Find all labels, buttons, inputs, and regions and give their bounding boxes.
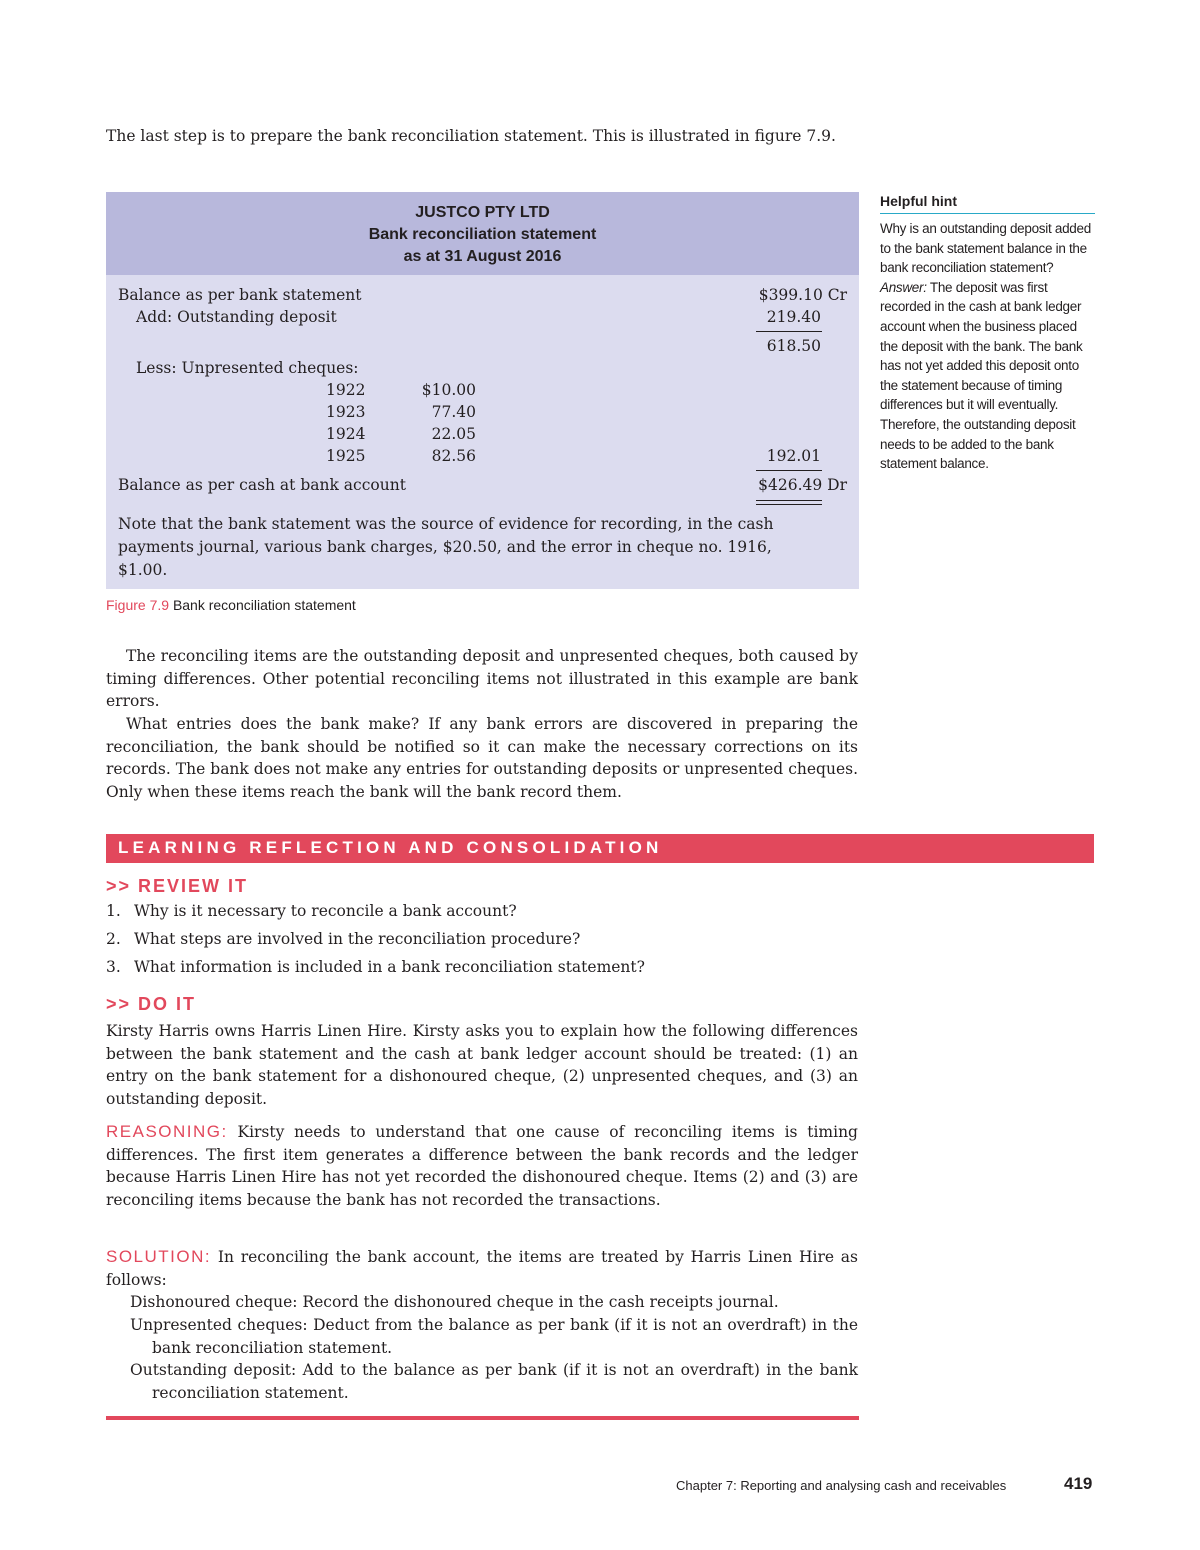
company-name: JUSTCO PTY LTD (415, 204, 550, 221)
body-paragraph: What entries does the bank make? If any bank errors are discovered in preparing the reconciliation, the bank should be notified so it can make the necessary corrections on its records. The bank does not make any entries for outstanding deposits or unpresented cheques. Only when these items reach the bank will the bank record them. (106, 715, 858, 801)
caption-text: Bank reconciliation statement (172, 597, 356, 613)
review-heading: >> REVIEW IT (106, 876, 249, 896)
double-rule-top (756, 500, 822, 501)
review-question (106, 958, 645, 976)
solution-item: Dishonoured cheque: Record the dishonoured cheque in the cash receipts journal. (130, 1293, 779, 1311)
cheque-number: 1922 (326, 381, 366, 399)
question-number: 3. (106, 958, 121, 976)
solution-paragraph (106, 1246, 858, 1291)
learning-banner (106, 834, 1094, 863)
balance-bank-label: Balance as per bank statement (118, 286, 362, 304)
less-label: Less: Unpresented cheques: (136, 359, 359, 377)
review-question (106, 930, 580, 948)
balance-cash-label: Balance as per cash at bank account (118, 476, 406, 494)
question-text: Why is it necessary to reconcile a bank account? (134, 902, 517, 920)
question-number: 1. (106, 902, 121, 920)
question-text: What information is included in a bank reconciliation statement? (134, 958, 645, 976)
figure-header (106, 192, 859, 275)
subtotal-amount: 618.50 (766, 337, 821, 355)
solution-item: Unpresented cheques: Deduct from the balance as per bank (if it is not an overdraft) in the bank reconciliation statement. (130, 1316, 858, 1357)
hint-answer-label: Answer: (880, 279, 927, 295)
cheque-number: 1924 (326, 425, 366, 443)
question-text: What steps are involved in the reconciliation procedure? (134, 930, 581, 948)
less-total-amount: 192.01 (766, 447, 821, 465)
hint-title: Helpful hint (880, 193, 957, 209)
caption-number: Figure 7.9 (106, 597, 170, 613)
add-amount: 219.40 (766, 308, 821, 326)
review-question (106, 902, 517, 920)
balance-bank-amount: $399.10 Cr (758, 286, 847, 304)
statement-date: as at 31 August 2016 (403, 248, 562, 265)
subtotal-rule (756, 331, 822, 332)
cheque-amount: $10.00 (421, 381, 476, 399)
cheque-number: 1923 (326, 403, 366, 421)
solution-label: SOLUTION: (106, 1247, 212, 1266)
section-end-rule (106, 1416, 859, 1420)
reconciliation-figure (106, 192, 859, 589)
doit-heading: >> DO IT (106, 994, 197, 1014)
solution-text: In reconciling the bank account, the items are treated by Harris Linen Hire as follows: (106, 1248, 858, 1289)
figure-caption (106, 597, 356, 613)
hint-answer: The deposit was first recorded in the cash at bank ledger account when the business placed the deposit with the bank. The bank has not yet added this deposit onto the statement because of timing differences but it will eventually. Therefore, the outstanding deposit needs to be added to the bank statement balance. (880, 279, 1083, 472)
reasoning-text: Kirsty needs to understand that one cause of reconciling items is timing differences. The first item generates a difference between the bank records and the ledger because Harris Linen Hire has not yet recorded the dishonoured cheque. Items (2) and (3) are reconciling items because the bank has not recorded the transactions. (106, 1123, 858, 1209)
cheque-amount: 82.56 (431, 447, 476, 465)
cheque-amount: 77.40 (431, 403, 476, 421)
hint-divider (880, 213, 1095, 214)
doit-paragraph: Kirsty Harris owns Harris Linen Hire. Kirsty asks you to explain how the following differences between the bank statement and the cash at bank ledger account should be treated: (1) an entry on the bank statement for a dishonoured cheque, (2) unpresented cheques, and (3) an outstanding deposit. (106, 1022, 858, 1108)
total-rule (756, 470, 822, 471)
page-number: 419 (1064, 1474, 1093, 1493)
balance-cash-amount: $426.49 Dr (758, 476, 847, 494)
chapter-footer: Chapter 7: Reporting and analysing cash and receivables (676, 1478, 1007, 1493)
double-rule-bottom (756, 504, 822, 505)
solution-item: Outstanding deposit: Add to the balance as per bank (if it is not an overdraft) in the bank reconciliation statement. (130, 1361, 858, 1402)
intro-paragraph: The last step is to prepare the bank reconciliation statement. This is illustrated in figure 7.9. (106, 127, 836, 145)
cheque-number: 1925 (326, 447, 366, 465)
body-paragraph: The reconciling items are the outstanding deposit and unpresented cheques, both caused by timing differences. Other potential reconciling items not illustrated in this example are bank errors. (106, 647, 858, 710)
cheque-amount: 22.05 (431, 425, 476, 443)
statement-title: Bank reconciliation statement (368, 226, 597, 243)
question-number: 2. (106, 930, 121, 948)
hint-question: Why is an outstanding deposit added to the bank statement balance in the bank reconciliation statement? (880, 221, 1091, 276)
add-label: Add: Outstanding deposit (136, 308, 337, 326)
reasoning-label: REASONING: (106, 1122, 228, 1141)
figure-note: Note that the bank statement was the source of evidence for recording, in the cash payments journal, various bank charges, $20.50, and the error in cheque no. 1916, $1.00. (118, 515, 774, 579)
hint-body (880, 219, 1095, 474)
learning-banner-title: LEARNING REFLECTION AND CONSOLIDATION (118, 838, 663, 857)
reasoning-paragraph (106, 1121, 858, 1211)
